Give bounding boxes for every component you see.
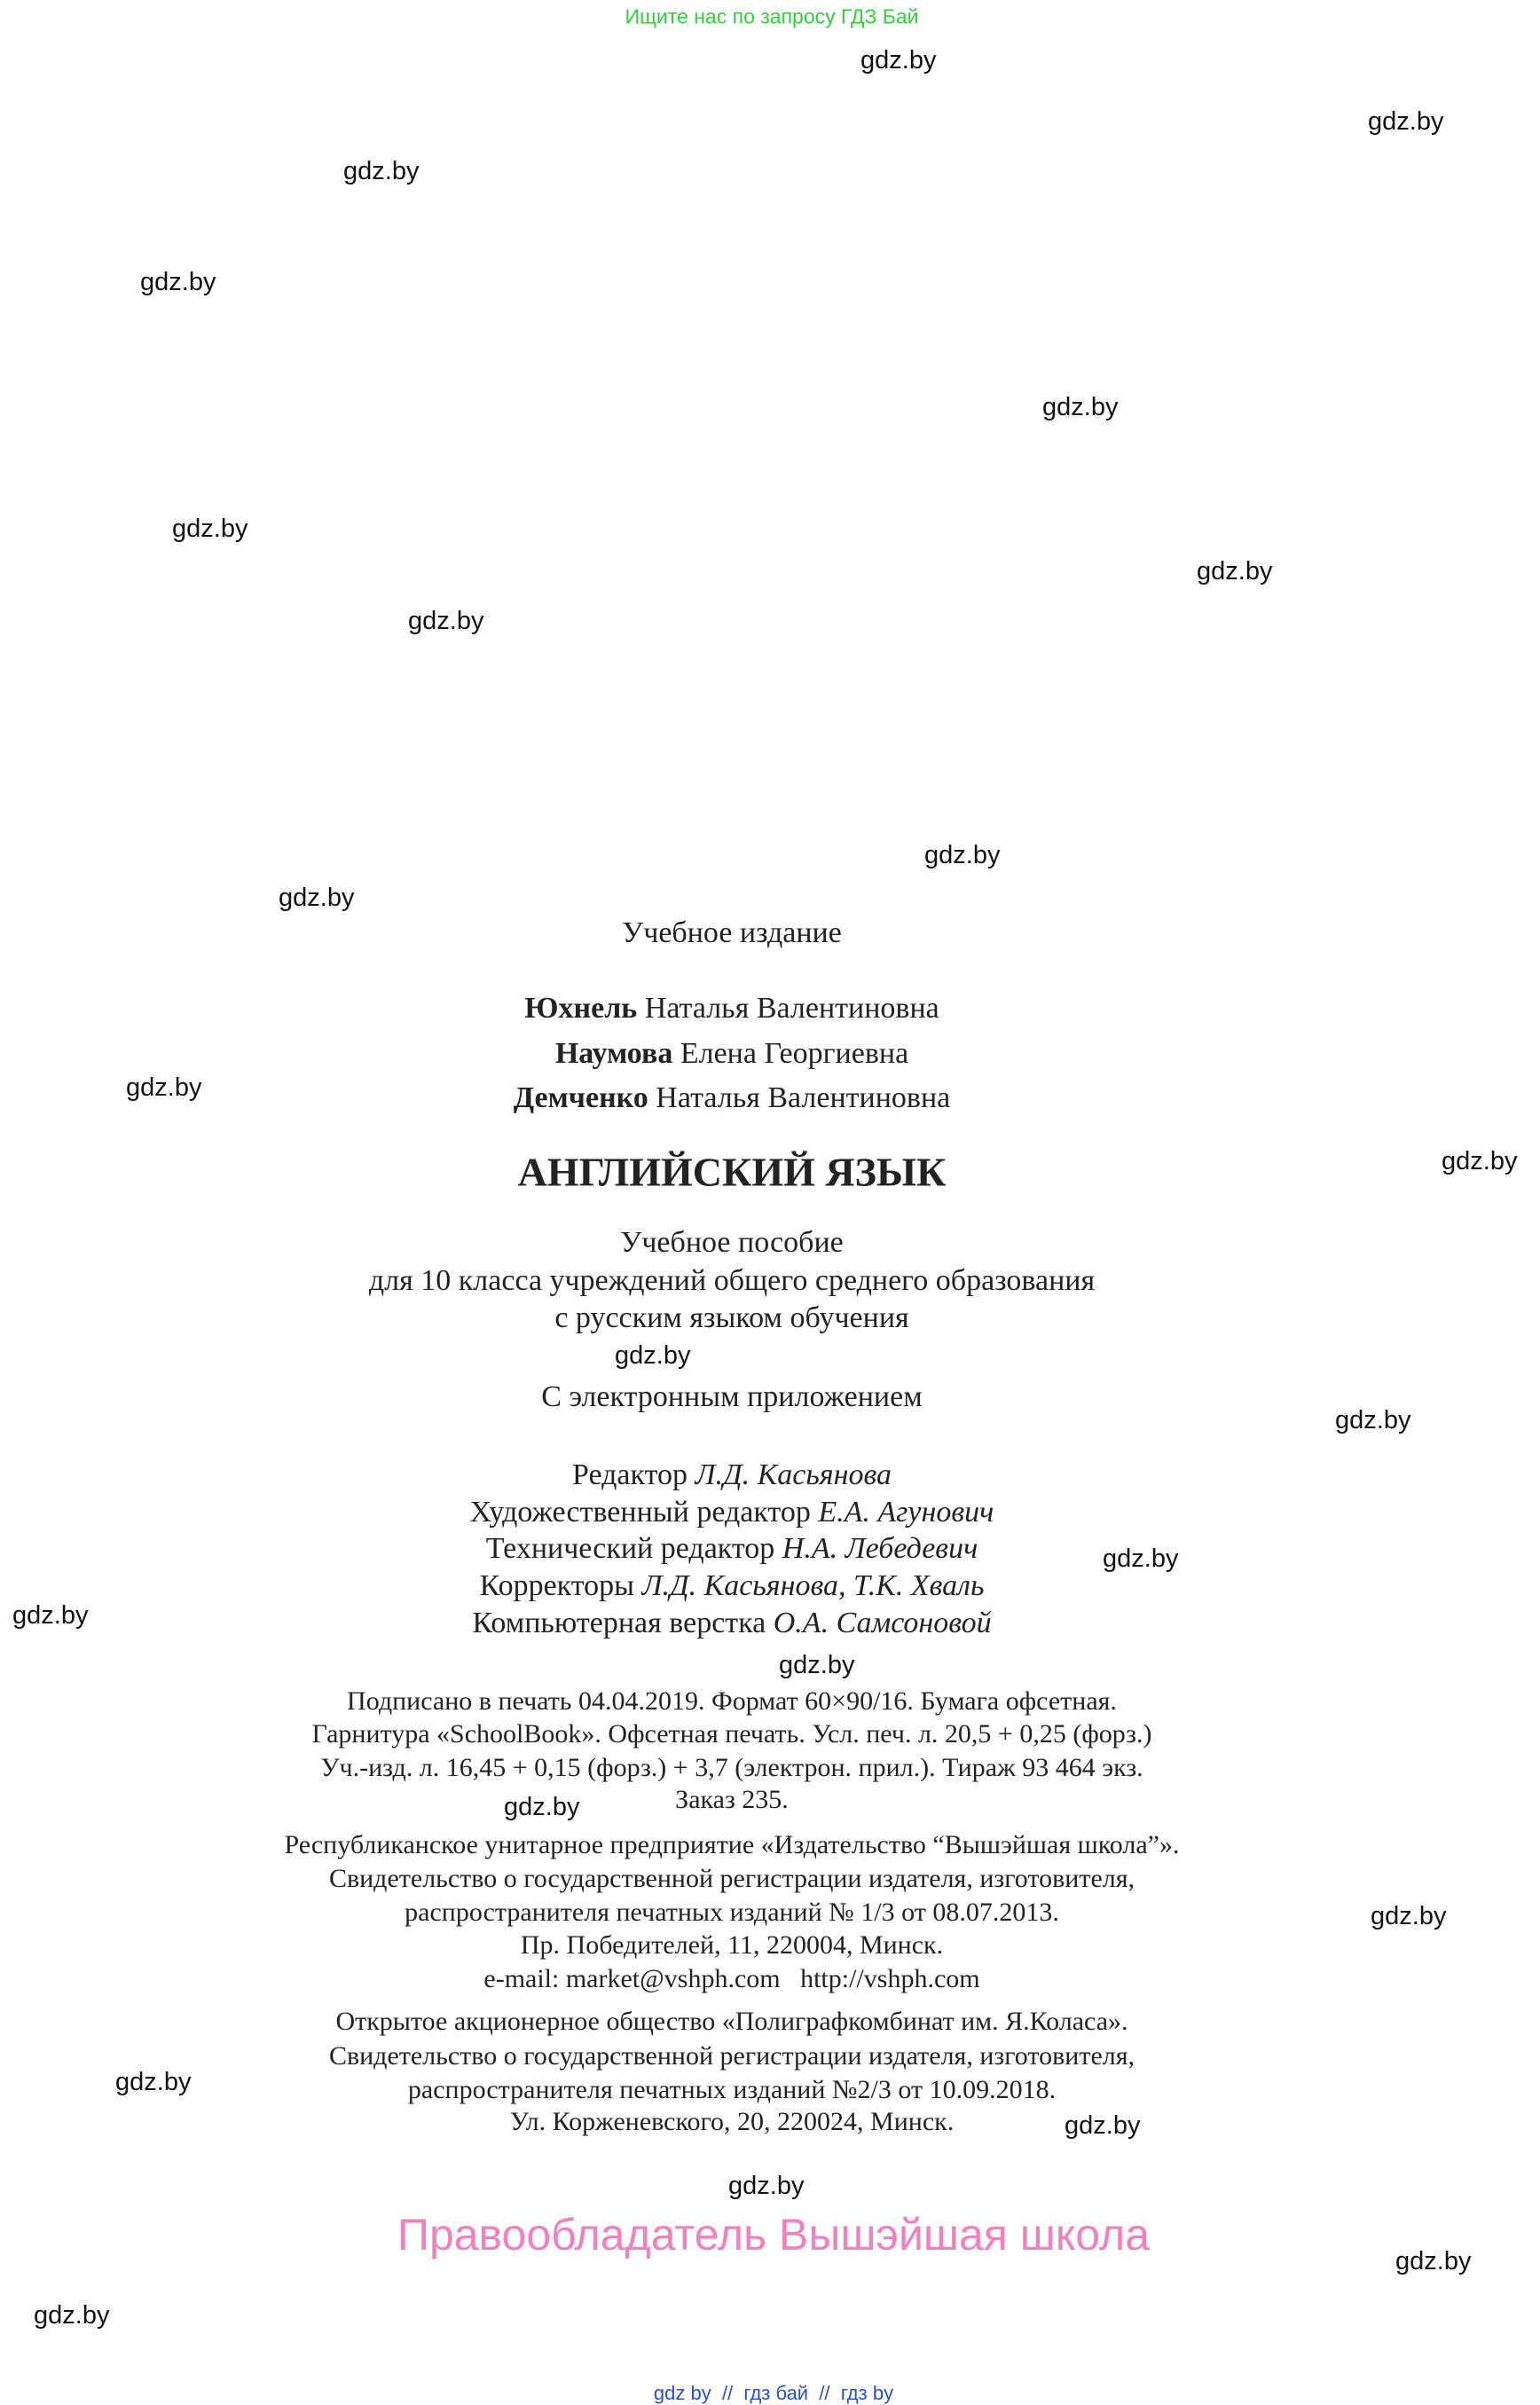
author-name: Елена Георгиевна bbox=[680, 1037, 909, 1070]
author-3 bbox=[514, 1081, 951, 1115]
header-search-link[interactable]: Ищите нас по запросу ГДЗ Бай bbox=[625, 4, 919, 28]
watermark: gdz.by bbox=[1442, 1147, 1518, 1175]
author-surname: Демченко bbox=[513, 1081, 648, 1114]
watermark: gdz.by bbox=[1042, 393, 1119, 421]
author-name: Наталья Валентиновна bbox=[656, 1081, 951, 1114]
printer-line: Открытое акционерное общество «Полиграфкомбинат им. Я.Коласа». bbox=[335, 2007, 1128, 2036]
publisher-line: распространителя печатных изданий № 1/3 от 08.07.2013. bbox=[405, 1898, 1059, 1927]
watermark: gdz.by bbox=[343, 157, 420, 185]
staff-line bbox=[486, 1532, 978, 1566]
supplement-note: С электронным приложением bbox=[541, 1380, 923, 1413]
footer-links[interactable]: gdz by // гдз бай // гдз by bbox=[653, 2382, 894, 2404]
watermark: gdz.by bbox=[1335, 1406, 1411, 1434]
publisher-line: Свидетельство о государственной регистрации издателя, изготовителя, bbox=[328, 1864, 1135, 1893]
watermark: gdz.by bbox=[779, 1651, 855, 1679]
edition-type: Учебное издание bbox=[622, 916, 842, 949]
author-surname: Юхнель bbox=[524, 992, 638, 1025]
watermark: gdz.by bbox=[12, 1601, 89, 1630]
publisher-line: Пр. Победителей, 11, 220004, Минск. bbox=[520, 1930, 944, 1960]
staff-role: Технический редактор bbox=[485, 1532, 775, 1565]
watermark: gdz.by bbox=[126, 1073, 202, 1102]
staff-role: Корректоры bbox=[479, 1569, 634, 1602]
staff-line bbox=[472, 1607, 991, 1640]
watermark: gdz.by bbox=[172, 515, 248, 543]
staff-name: Е.А. Агунович bbox=[818, 1496, 994, 1529]
staff-name: Л.Д. Касьянова bbox=[695, 1458, 892, 1491]
watermark: gdz.by bbox=[1371, 1902, 1447, 1930]
print-info-line: Заказ 235. bbox=[675, 1785, 789, 1814]
staff-name: О.А. Самсоновой bbox=[773, 1607, 992, 1639]
staff-line bbox=[480, 1569, 985, 1603]
subtitle-line: Учебное пособие bbox=[620, 1226, 844, 1259]
watermark: gdz.by bbox=[279, 884, 355, 912]
watermark: gdz.by bbox=[860, 46, 937, 75]
subtitle-line: для 10 класса учреждений общего среднего образования bbox=[368, 1264, 1096, 1297]
publisher-contacts: e-mail: market@vshph.com http://vshph.com bbox=[483, 1964, 980, 1993]
watermark: gdz.by bbox=[1103, 1544, 1179, 1573]
staff-line bbox=[470, 1496, 994, 1529]
subtitle-line: с русским языком обучения bbox=[554, 1301, 909, 1334]
watermark: gdz.by bbox=[1065, 2111, 1141, 2140]
author-1 bbox=[524, 992, 939, 1026]
staff-line bbox=[572, 1458, 892, 1492]
printer-line: Ул. Корженевского, 20, 220024, Минск. bbox=[509, 2107, 955, 2136]
watermark: gdz.by bbox=[728, 2172, 805, 2200]
staff-name: Н.А. Лебедевич bbox=[782, 1532, 978, 1565]
print-info-line: Гарнитура «SchoolBook». Офсетная печать. Усл. печ. л. 20,5 + 0,25 (форз.) bbox=[311, 1719, 1152, 1749]
staff-name: Л.Д. Касьянова, Т.К. Хваль bbox=[641, 1569, 985, 1602]
watermark: gdz.by bbox=[115, 2068, 192, 2096]
watermark: gdz.by bbox=[504, 1793, 580, 1821]
watermark: gdz.by bbox=[1395, 2247, 1472, 2275]
printer-line: Свидетельство о государственной регистрации издателя, изготовителя, bbox=[328, 2041, 1135, 2071]
staff-role: Редактор bbox=[572, 1458, 688, 1491]
printer-line: распространителя печатных изданий №2/3 от 10.09.2018. bbox=[407, 2075, 1057, 2104]
staff-role: Художественный редактор bbox=[469, 1496, 811, 1529]
watermark: gdz.by bbox=[615, 1341, 691, 1370]
print-info-line: Подписано в печать 04.04.2019. Формат 60×90/16. Бумага офсетная. bbox=[347, 1686, 1117, 1716]
watermark: gdz.by bbox=[140, 268, 216, 296]
book-title: АНГЛИЙСКИЙ ЯЗЫК bbox=[517, 1149, 947, 1195]
author-surname: Наумова bbox=[554, 1037, 673, 1070]
author-2 bbox=[555, 1037, 908, 1071]
publisher-line: Республиканское унитарное предприятие «Издательство “Вышэйшая школа”». bbox=[284, 1830, 1180, 1859]
rights-holder: Правообладатель Вышэйшая школа bbox=[397, 2210, 1150, 2260]
staff-role: Компьютерная верстка bbox=[472, 1607, 766, 1639]
watermark: gdz.by bbox=[924, 841, 1001, 869]
watermark: gdz.by bbox=[408, 607, 484, 635]
watermark: gdz.by bbox=[1197, 557, 1273, 586]
watermark: gdz.by bbox=[1368, 107, 1444, 136]
watermark: gdz.by bbox=[34, 2301, 110, 2330]
author-name: Наталья Валентиновна bbox=[644, 992, 939, 1025]
print-info-line: Уч.-изд. л. 16,45 + 0,15 (форз.) + 3,7 (электрон. прил.). Тираж 93 464 экз. bbox=[320, 1753, 1143, 1782]
